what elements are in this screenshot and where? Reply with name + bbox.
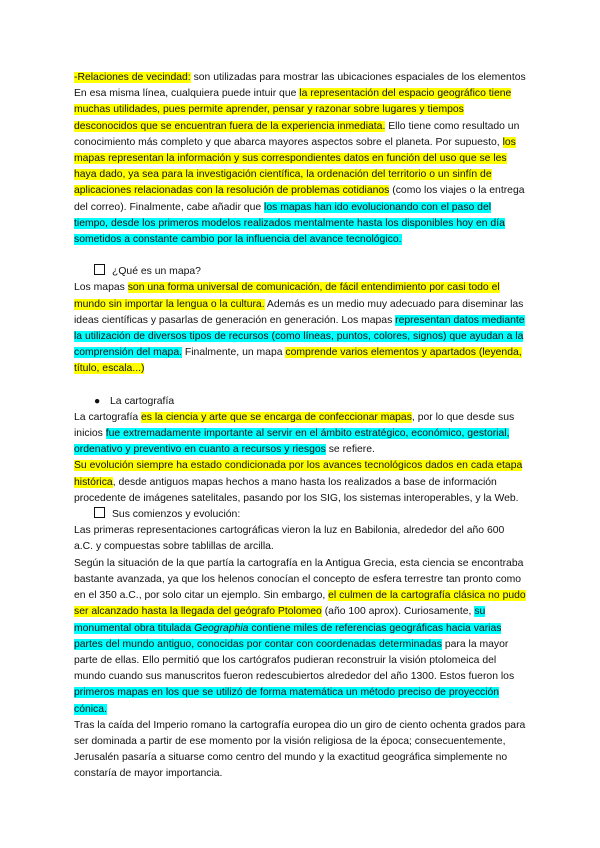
text: Además es un medio muy adecuado para diseminar las ideas científicas y pasarlas de generación en generación. Los mapas [74, 298, 524, 326]
checkbox-heading-comienzos [74, 507, 526, 523]
highlight-yellow: son una forma universal de comunicación, de fácil entendimiento por casi todo el mundo sin importar la lengua o la cultura. [74, 282, 500, 310]
highlight-yellow: el culmen de la cartografía clásica no pudo ser alcanzado hasta la llegada del geógrafo Ptolomeo [74, 590, 526, 618]
highlight-term: -Relaciones de vecindad: [74, 72, 191, 83]
paragraph-evolucion [74, 458, 526, 507]
text: En esa misma línea, cualquiera puede intuir que [74, 88, 300, 100]
highlight-yellow: la representación del espacio geográfico tiene muchas utilidades, pues permite aprender, pensar y razonar sobre lugares y tiempos desconocidos que se encuentran fuera de la experiencia inmediata. [74, 88, 512, 132]
text: Las primeras representaciones cartográficas vieron la luz en Babilonia, alrededor del año 600 a.C. y compuestas sobre tablillas de arcilla. [74, 525, 505, 553]
bullet-icon: ● [94, 395, 101, 407]
text: Tras la caída del Imperio romano la cartografía europea dio un giro de ciento ochenta grados para ser dominada a partir de ese momento por la visión religiosa de la época; consecuentemente, Jerusalén pasaría a situarse como centro del mundo y la exactitud geográfica simplemente no constaría de mayor importancia. [74, 719, 526, 780]
text: (como los viajes o la entrega del correo). Finalmente, cabe añadir que [74, 185, 525, 213]
highlight-yellow: Su evolución siempre ha estado condicionada por los avances tecnológicos dados en cada etapa histórica [74, 460, 523, 488]
text: contiene miles de referencias geográficas hacia varias partes del mundo antiguo, conocidas por contar con coordenadas determinadas [74, 622, 502, 650]
text: , por lo que desde sus inicios [74, 411, 515, 440]
highlight-yellow: comprende varios elementos y apartados (leyenda, título, escala...) [74, 347, 522, 375]
spacer [74, 248, 526, 264]
paragraph-grecia [74, 556, 526, 718]
text: su monumental obra titulada [74, 606, 486, 634]
highlight-cyan: primeros mapas en los que se utilizó de forma matemática un método preciso de proyección cónica. [74, 687, 500, 715]
text: (año 100 aprox). Curiosamente, [321, 606, 475, 618]
heading: ¿Qué es un mapa? [112, 266, 201, 278]
highlight-cyan: fue extremadamente importante al servir en el ámbito estratégico, económico, gestorial, ordenativo y preventivo en cuanto a recursos y riesgos [74, 428, 510, 456]
paragraph-intro [74, 86, 526, 248]
highlight-yellow: es la ciencia y arte que se encarga de confeccionar mapas [141, 411, 412, 423]
checkbox-icon [94, 507, 105, 518]
paragraph-babilonia [74, 523, 526, 555]
bullet-heading-cartografia [74, 394, 526, 410]
book-title: Geographia [194, 622, 249, 634]
text: Los mapas [74, 282, 128, 294]
spacer [74, 378, 526, 394]
checkbox-icon [94, 264, 105, 275]
highlight-cyan: representan datos mediante la utilización de diversos tipos de recursos (como líneas, puntos, colores, signos) que ayudan a la comprensión del mapa. [74, 314, 525, 359]
paragraph-mapas [74, 280, 526, 377]
text: Finalmente, un mapa [182, 347, 286, 359]
text: para la mayor parte de ellas. Ello permitió que los cartógrafos pudieran reconstruir la visión ptolomeica del mundo cuando sus manuscritos fueron redescubiertos alrededor del año 1300. Estos fueron los [74, 638, 515, 683]
highlight-cyan: los mapas han ido evolucionando con el paso del tiempo, desde los primeros modelos realizados mentalmente hasta los disponibles hoy en día sometidos a constante cambio por la influencia del avance tecnológico. [74, 201, 505, 246]
text: se refiere. [325, 444, 375, 456]
text: , desde antiguos mapas hechos a mano hasta los realizados a base de información procedente de imágenes satelitales, pasando por los SIG, los sistemas interoperables, y la Web. [74, 476, 519, 504]
paragraph-neighborhood [74, 70, 526, 86]
highlight-yellow: los mapas representan la información y sus correspondientes datos en función del uso que se les haya dado, ya sea para la investigación científica, la ordenación del territorio o un sinfín de aplicaciones relacionadas con la resolución de problemas cotidianos [74, 136, 516, 197]
paragraph-cartografia [74, 410, 526, 459]
text: Ello tiene como resultado un conocimiento más completo y que abarca mayores aspectos sobre el planeta. Por supuesto, [74, 120, 520, 148]
text: La cartografía [74, 411, 142, 423]
heading: Sus comienzos y evolución: [112, 509, 241, 521]
text: Según la situación de la que partía la cartografía en la Antigua Grecia, esta ciencia se encontraba bastante avanzada, ya que los helenos conocían el concepto de esfera terrestre tan pronto como en el 350 a.C., por solo citar un ejemplo. Sin embargo, [74, 557, 524, 602]
text: son utilizadas para mostrar las ubicaciones espaciales de los elementos [190, 72, 526, 83]
paragraph-imperio [74, 718, 526, 783]
heading: La cartografía [110, 395, 175, 407]
checkbox-heading-mapa [74, 264, 526, 280]
